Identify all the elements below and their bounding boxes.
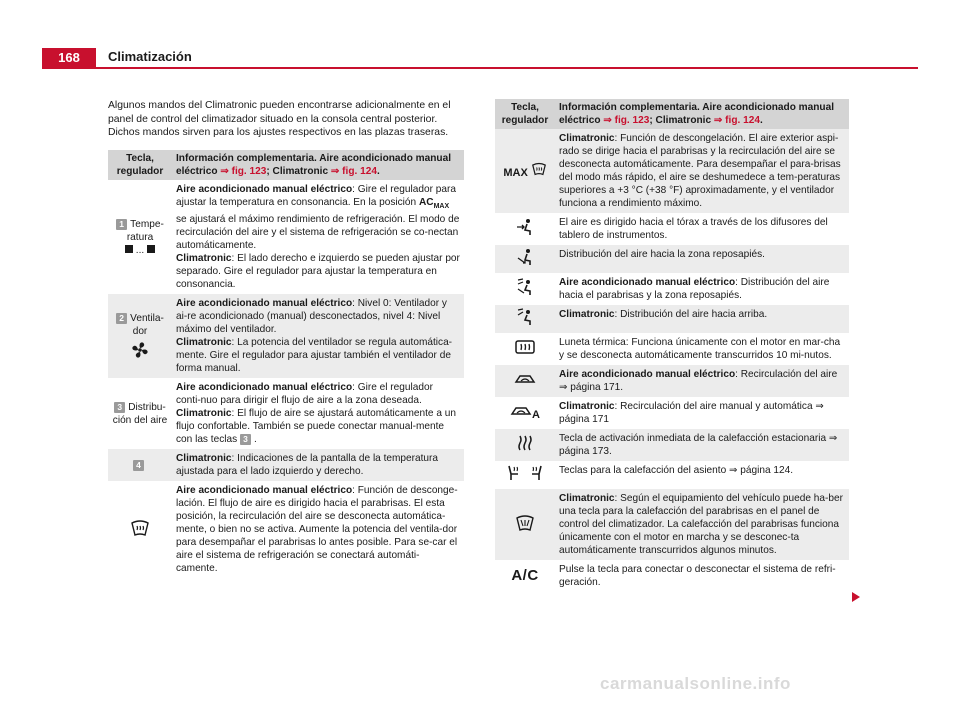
table-row — [495, 333, 849, 365]
table-row — [495, 245, 849, 273]
key-cell — [108, 481, 172, 578]
table-row — [495, 305, 849, 333]
callout-number: 3 — [114, 402, 125, 413]
table-row — [495, 397, 849, 429]
air-to-chest-icon — [515, 218, 535, 236]
callout-number: 2 — [116, 313, 127, 324]
info-cell: Aire acondicionado manual eléctrico: Gire el regulador conti-nuo para dirigir el flujo de aire a la zona deseada. Climatronic: El flujo de aire se ajustará automáticamente a un flujo confortable. También se puede conectar manual-mente con las teclas 3 . — [176, 382, 456, 446]
key-cell — [495, 489, 555, 560]
key-cell — [108, 449, 172, 481]
table-row — [495, 461, 849, 489]
table-row — [108, 294, 464, 378]
key-label: Distribu-ción del aire — [112, 401, 168, 426]
temp-square-icon — [125, 245, 133, 253]
key-cell — [108, 294, 172, 378]
info-cell: Aire acondicionado manual eléctrico: Distribución del aire hacia el parabrisas y la zona reposapiés. — [559, 277, 830, 301]
controls-table-left — [108, 150, 464, 578]
header-rule — [42, 67, 918, 69]
controls-table-right — [495, 99, 849, 592]
key-cell — [495, 213, 555, 245]
seat-heating-icon — [508, 464, 542, 482]
key-cell — [495, 129, 555, 213]
key-cell — [495, 273, 555, 305]
col-key-header: Tecla, regulador — [108, 150, 172, 180]
col-info-header: Información complementaria. Aire acondicionado manual eléctrico ⇒ fig. 123; Climatronic ⇒ fig. 124. — [555, 99, 849, 129]
table-row — [495, 213, 849, 245]
table-row — [108, 180, 464, 294]
temp-square-icon — [147, 245, 155, 253]
info-cell: Aire acondicionado manual eléctrico: Gire el regulador para ajustar la temperatura en consonancia. En la posición $AC_{MAX}$ se ajustará el máximo rendimiento de refrigeración. El modo de recirculación del aire y el sistema de refrigeración se co-nectan automáticamente. Climatronic: El lado derecho e izquierdo se pueden ajustar por separado. Gire el regulador para ajustar la temperatura en consonancia. — [176, 184, 460, 291]
table-row — [108, 378, 464, 449]
col-info-header: Información complementaria. Aire acondicionado manual eléctrico ⇒ fig. 123; Climatronic ⇒ fig. 124. — [172, 150, 464, 180]
info-cell: Climatronic: Distribución del aire hacia arriba. — [555, 305, 849, 333]
info-cell: Teclas para la calefacción del asiento ⇒ página 124. — [559, 465, 794, 476]
table-row — [108, 481, 464, 578]
chapter-title: Climatización — [108, 49, 192, 64]
table-row — [495, 365, 849, 397]
callout-number: 3 — [240, 434, 251, 445]
page-number: 168 — [42, 48, 96, 67]
key-cell — [495, 397, 555, 429]
key-cell — [108, 378, 172, 449]
air-windscreen-footwell-icon — [515, 278, 535, 296]
info-cell: Climatronic: Indicaciones de la pantalla de la temperatura ajustada para el lado izquierdo y derecho. — [172, 449, 464, 481]
max-label: MAX — [503, 167, 528, 179]
key-label: Ventila-dor — [130, 313, 164, 338]
ac-button-icon: A/C — [511, 566, 539, 584]
auxiliary-heating-icon — [516, 434, 534, 452]
info-cell: Aire acondicionado manual eléctrico: Nivel 0: Ventilador y ai-re acondicionado (manual) desconectados, nivel 4: Nivel máximo del ventilador. Climatronic: La potencia del ventilador se regula automática-mente. Gire el regulador para ajustar también el ventilador de forma manual. — [172, 294, 464, 378]
col-key-header: Tecla, regulador — [495, 99, 555, 129]
fig-ref[interactable]: ⇒ fig. 123 — [220, 166, 267, 177]
info-cell: Pulse la tecla para conectar o desconectar el sistema de refri-geración. — [559, 564, 836, 588]
info-cell: Climatronic: Recirculación del aire manual y automática ⇒ página 171 — [559, 401, 824, 425]
key-cell — [495, 305, 555, 333]
key-cell: 1 Tempe-ratura ... — [108, 180, 172, 294]
max-defrost-icon — [531, 162, 547, 176]
fig-ref[interactable]: ⇒ fig. 124 — [330, 166, 377, 177]
key-label: Tempe-ratura — [126, 218, 164, 243]
intro-paragraph: Algunos mandos del Climatronic pueden encontrarse adicionalmente en el panel de control del climatizador situado en la consola central posterior. Dichos mandos sirven para los ajustes respectivos en las plazas traseras. — [108, 100, 451, 138]
air-upward-icon — [515, 308, 535, 326]
auto-recirculation-icon — [510, 404, 532, 418]
windscreen-heating-icon — [515, 514, 535, 532]
auto-label: A — [532, 409, 540, 421]
info-cell: Climatronic: Función de descongelación. El aire exterior aspi-rado se dirige hacia el parabrisas y la recirculación del aire se desconecta automáticamente. Para desempañar el para-brisas del modo más rápido, el aire se deshumedece a tem-peraturas superiores a +3 °C (+38 °F) aproximadamente, y el ventilador funciona a rendimiento máximo. — [555, 129, 849, 213]
table-row — [495, 273, 849, 305]
fig-ref[interactable]: ⇒ fig. 123 — [603, 115, 650, 126]
table-row — [495, 129, 849, 213]
table-header — [495, 99, 849, 129]
watermark: carmanualsonline.info — [600, 674, 791, 693]
air-to-footwell-icon — [515, 248, 535, 266]
key-cell — [495, 461, 555, 489]
acmax-label: $AC_{MAX}$ — [418, 197, 450, 211]
table-row — [495, 429, 849, 461]
continue-arrow-icon — [850, 591, 862, 603]
info-cell: Distribución del aire hacia la zona reposapiés. — [555, 245, 849, 273]
info-cell: Climatronic: Según el equipamiento del vehículo puede ha-ber una tecla para la calefacción del parabrisas en el panel de control del climatizador. La calefacción del parabrisas funciona únicamente con el motor en marcha y se desconec-ta automáticamente transcurridos algunos minutos. — [555, 489, 849, 560]
page-header — [42, 48, 918, 68]
info-cell: Tecla de activación inmediata de la calefacción estacionaria ⇒ página 173. — [555, 429, 849, 461]
key-cell — [495, 333, 555, 365]
fig-ref[interactable]: ⇒ fig. 124 — [713, 115, 760, 126]
table-row — [495, 560, 849, 592]
key-cell — [495, 429, 555, 461]
info-cell: Aire acondicionado manual eléctrico: Función de desconge-lación. El flujo de aire es dirigido hacia el parabrisas. El esta posición, la recirculación del aire se desconecta automática-mente, o bien no se activa. Aumente la potencia del ventila-dor para desempañar el parabrisas lo antes posible. Para se-car el aire el sistema de refrigeración se conectará automáti-camente. — [176, 485, 458, 575]
table-row — [495, 489, 849, 560]
rear-window-heating-icon — [514, 339, 536, 355]
key-cell — [495, 365, 555, 397]
air-recirculation-icon — [514, 372, 536, 386]
table-header — [108, 150, 464, 180]
fan-icon — [130, 340, 150, 360]
info-cell: Aire acondicionado manual eléctrico: Recirculación del aire ⇒ página 171. — [555, 365, 849, 397]
key-cell — [495, 560, 555, 592]
windscreen-defrost-icon — [130, 519, 150, 537]
callout-number: 4 — [133, 460, 144, 471]
table-row — [108, 449, 464, 481]
info-cell: El aire es dirigido hacia el tórax a través de los difusores del tablero de instrumentos. — [559, 217, 828, 241]
key-cell — [495, 245, 555, 273]
info-cell: Luneta térmica: Funciona únicamente con el motor en mar-cha y se desconecta automáticamente transcurridos 10 mi-nutos. — [559, 337, 841, 361]
callout-number: 1 — [116, 219, 127, 230]
